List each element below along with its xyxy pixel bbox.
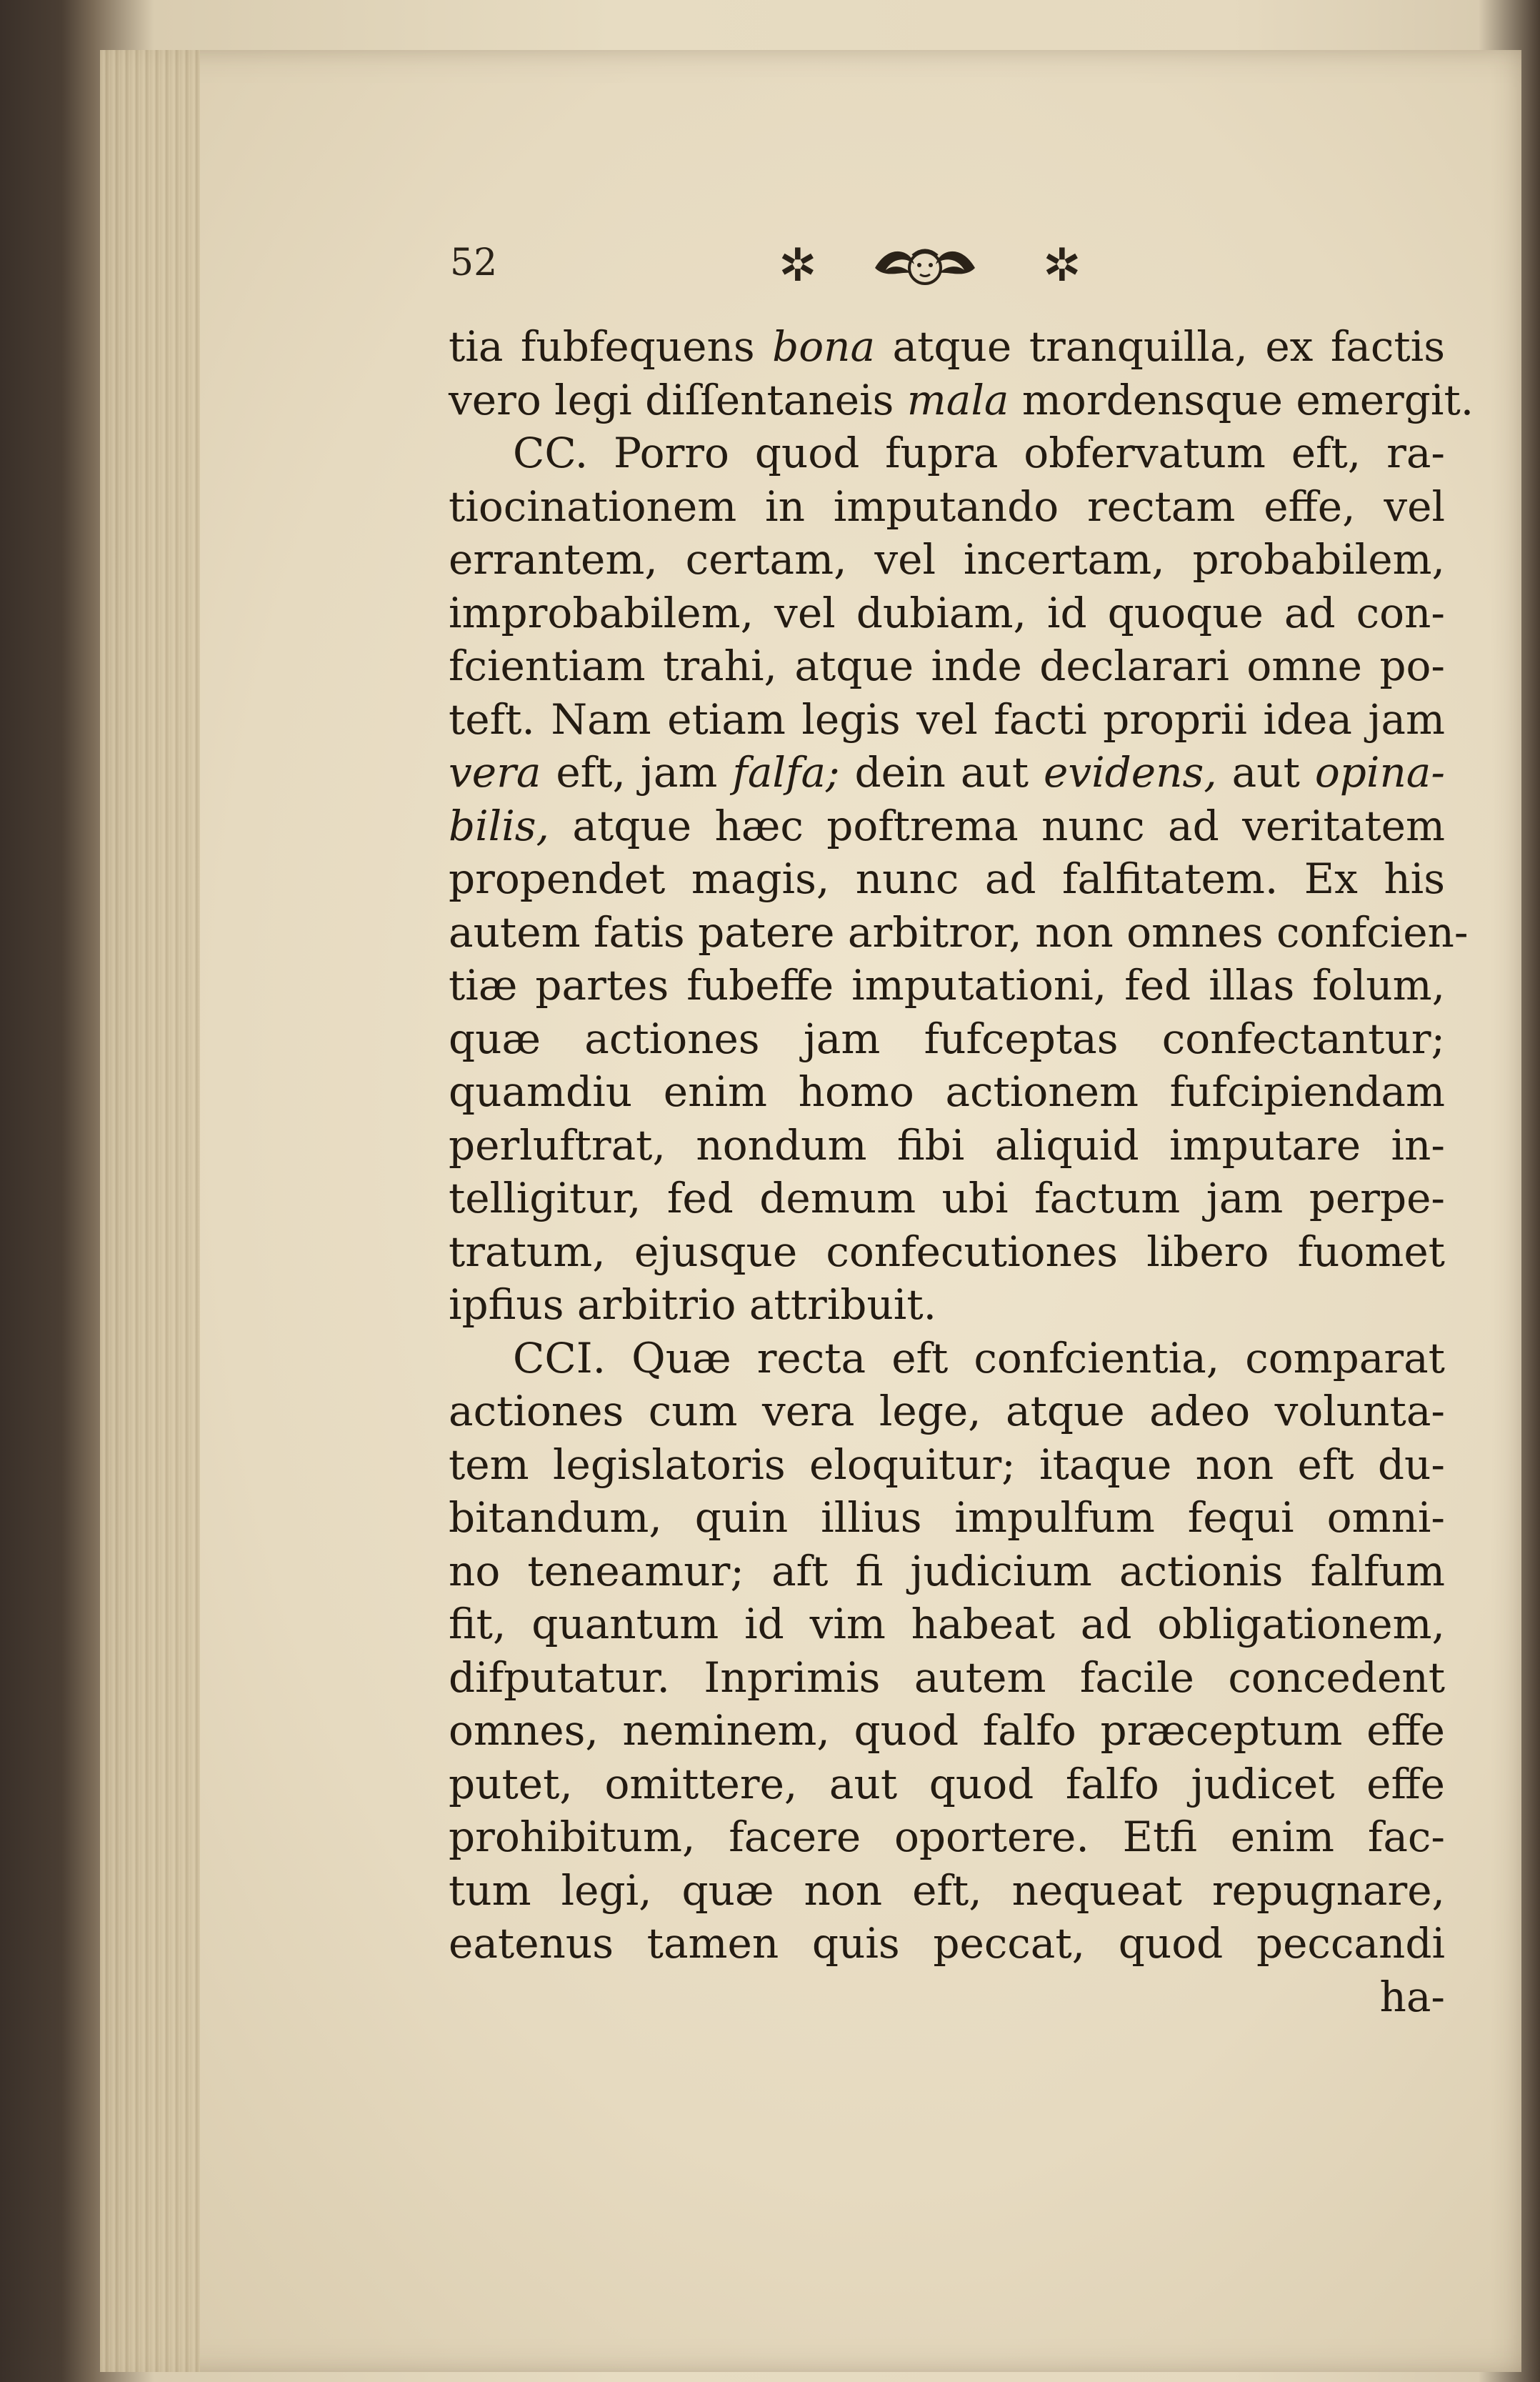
italic-text: falfa; [732, 748, 840, 797]
text-segment: improbabilem, vel dubiam, id quoque ad con- [449, 588, 1445, 637]
text-segment: quæ actiones jam fufceptas confectantur; [449, 1014, 1445, 1063]
text-line [449, 1012, 1445, 1066]
text-line [449, 533, 1445, 587]
text-segment: bitandum, quin illius impulfum fequi omni- [449, 1493, 1445, 1542]
text-line [449, 480, 1445, 534]
text-line [449, 1065, 1445, 1119]
text-line [449, 320, 1445, 374]
text-line [449, 1758, 1445, 1811]
text-segment: CC. Porro quod fupra obfervatum eft, ra- [513, 429, 1445, 477]
text-line [449, 1172, 1445, 1225]
text-line [449, 1864, 1445, 1918]
text-segment: prohibitum, facere oportere. Etfi enim fac- [449, 1813, 1445, 1861]
text-line [449, 1385, 1445, 1438]
page-number: 52 [450, 241, 498, 284]
text-segment: quamdiu enim homo actionem fufcipiendam [449, 1067, 1445, 1116]
text-segment: ipfius arbitrio attribuit. [449, 1280, 937, 1329]
italic-text: opina- [1314, 748, 1445, 797]
text-line [449, 1119, 1445, 1172]
text-line [449, 852, 1445, 906]
text-line [449, 746, 1445, 799]
text-line [449, 1225, 1445, 1279]
text-segment: teft. Nam etiam legis vel facti proprii idea jam [449, 694, 1445, 744]
text-segment: putet, omittere, aut quod falfo judicet effe [449, 1759, 1445, 1808]
running-header [450, 236, 1450, 300]
text-line [449, 1704, 1445, 1758]
text-line [449, 1278, 1445, 1332]
italic-text: bona [772, 322, 876, 371]
text-segment: omnes, neminem, quod falfo præceptum effe [449, 1706, 1445, 1755]
italic-text: vera [449, 748, 541, 797]
text-segment: tiæ partes fubeffe imputationi, fed illas folum, [449, 961, 1445, 1010]
text-segment: CCI. Quæ recta eft confcientia, comparat [513, 1333, 1445, 1382]
text-segment: mordensque emergit. [1009, 375, 1474, 424]
text-line [449, 374, 1474, 427]
text-segment: tia fubfequens [449, 322, 773, 371]
text-line [449, 799, 1445, 853]
text-line [449, 1491, 1445, 1545]
text-segment: ha- [1379, 1972, 1445, 2021]
text-line [449, 1651, 1445, 1705]
text-segment: atque hæc poftrema nunc ad veritatem [549, 801, 1445, 850]
italic-text: mala [906, 375, 1009, 424]
text-segment: difputatur. Inprimis autem facile concedent [449, 1653, 1445, 1702]
text-line [449, 639, 1445, 693]
text-segment: tratum, ejusque confecutiones libero fuomet [449, 1227, 1445, 1276]
italic-text: evidens, [1044, 748, 1217, 797]
page-text [449, 320, 1474, 2023]
text-line [449, 587, 1445, 640]
text-line [449, 693, 1445, 747]
text-segment: no teneamur; aft fi judicium actionis falfum [449, 1546, 1445, 1595]
text-line [449, 1917, 1445, 1970]
text-line [449, 1438, 1445, 1492]
text-segment: telligitur, fed demum ubi factum jam perpe- [449, 1174, 1445, 1222]
text-segment: eft, jam [541, 748, 733, 797]
text-segment: tiocinationem in imputando rectam effe, vel [449, 482, 1445, 531]
text-segment: tem legislatoris eloquitur; itaque non eft du- [449, 1440, 1445, 1489]
text-line [449, 1810, 1445, 1864]
cherub-head-ornament-icon [871, 236, 979, 300]
star-ornament-icon: ✲ [1043, 239, 1081, 292]
text-line [449, 959, 1445, 1012]
text-line [449, 1332, 1445, 1385]
text-segment: perluftrat, nondum fibi aliquid imputare in- [449, 1120, 1445, 1170]
text-segment: dein aut [839, 748, 1044, 797]
text-segment: actiones cum vera lege, atque adeo volunta- [449, 1387, 1445, 1435]
text-line [449, 1545, 1445, 1598]
text-segment: aut [1216, 748, 1315, 797]
text-line [449, 906, 1469, 960]
text-segment: fit, quantum id vim habeat ad obligationem, [449, 1600, 1445, 1648]
page-edges [100, 50, 200, 2372]
text-segment: autem fatis patere arbitror, non omnes confcien- [449, 907, 1469, 957]
text-segment: atque tranquilla, ex factis [875, 322, 1445, 371]
text-segment: errantem, certam, vel incertam, probabilem, [449, 535, 1445, 584]
italic-text: bilis, [449, 801, 549, 850]
text-segment: fcientiam trahi, atque inde declarari omne po- [449, 642, 1445, 690]
text-line [449, 427, 1445, 480]
star-ornament-icon: ✲ [779, 239, 817, 292]
text-segment: vero legi diſſentaneis [449, 375, 907, 424]
text-line [449, 1598, 1445, 1651]
text-segment: tum legi, quæ non eft, nequeat repugnare, [449, 1865, 1445, 1915]
text-segment: eatenus tamen quis peccat, quod peccandi [449, 1919, 1445, 1968]
catchword [449, 1970, 1445, 2024]
text-segment: propendet magis, nunc ad falfitatem. Ex his [449, 854, 1445, 903]
